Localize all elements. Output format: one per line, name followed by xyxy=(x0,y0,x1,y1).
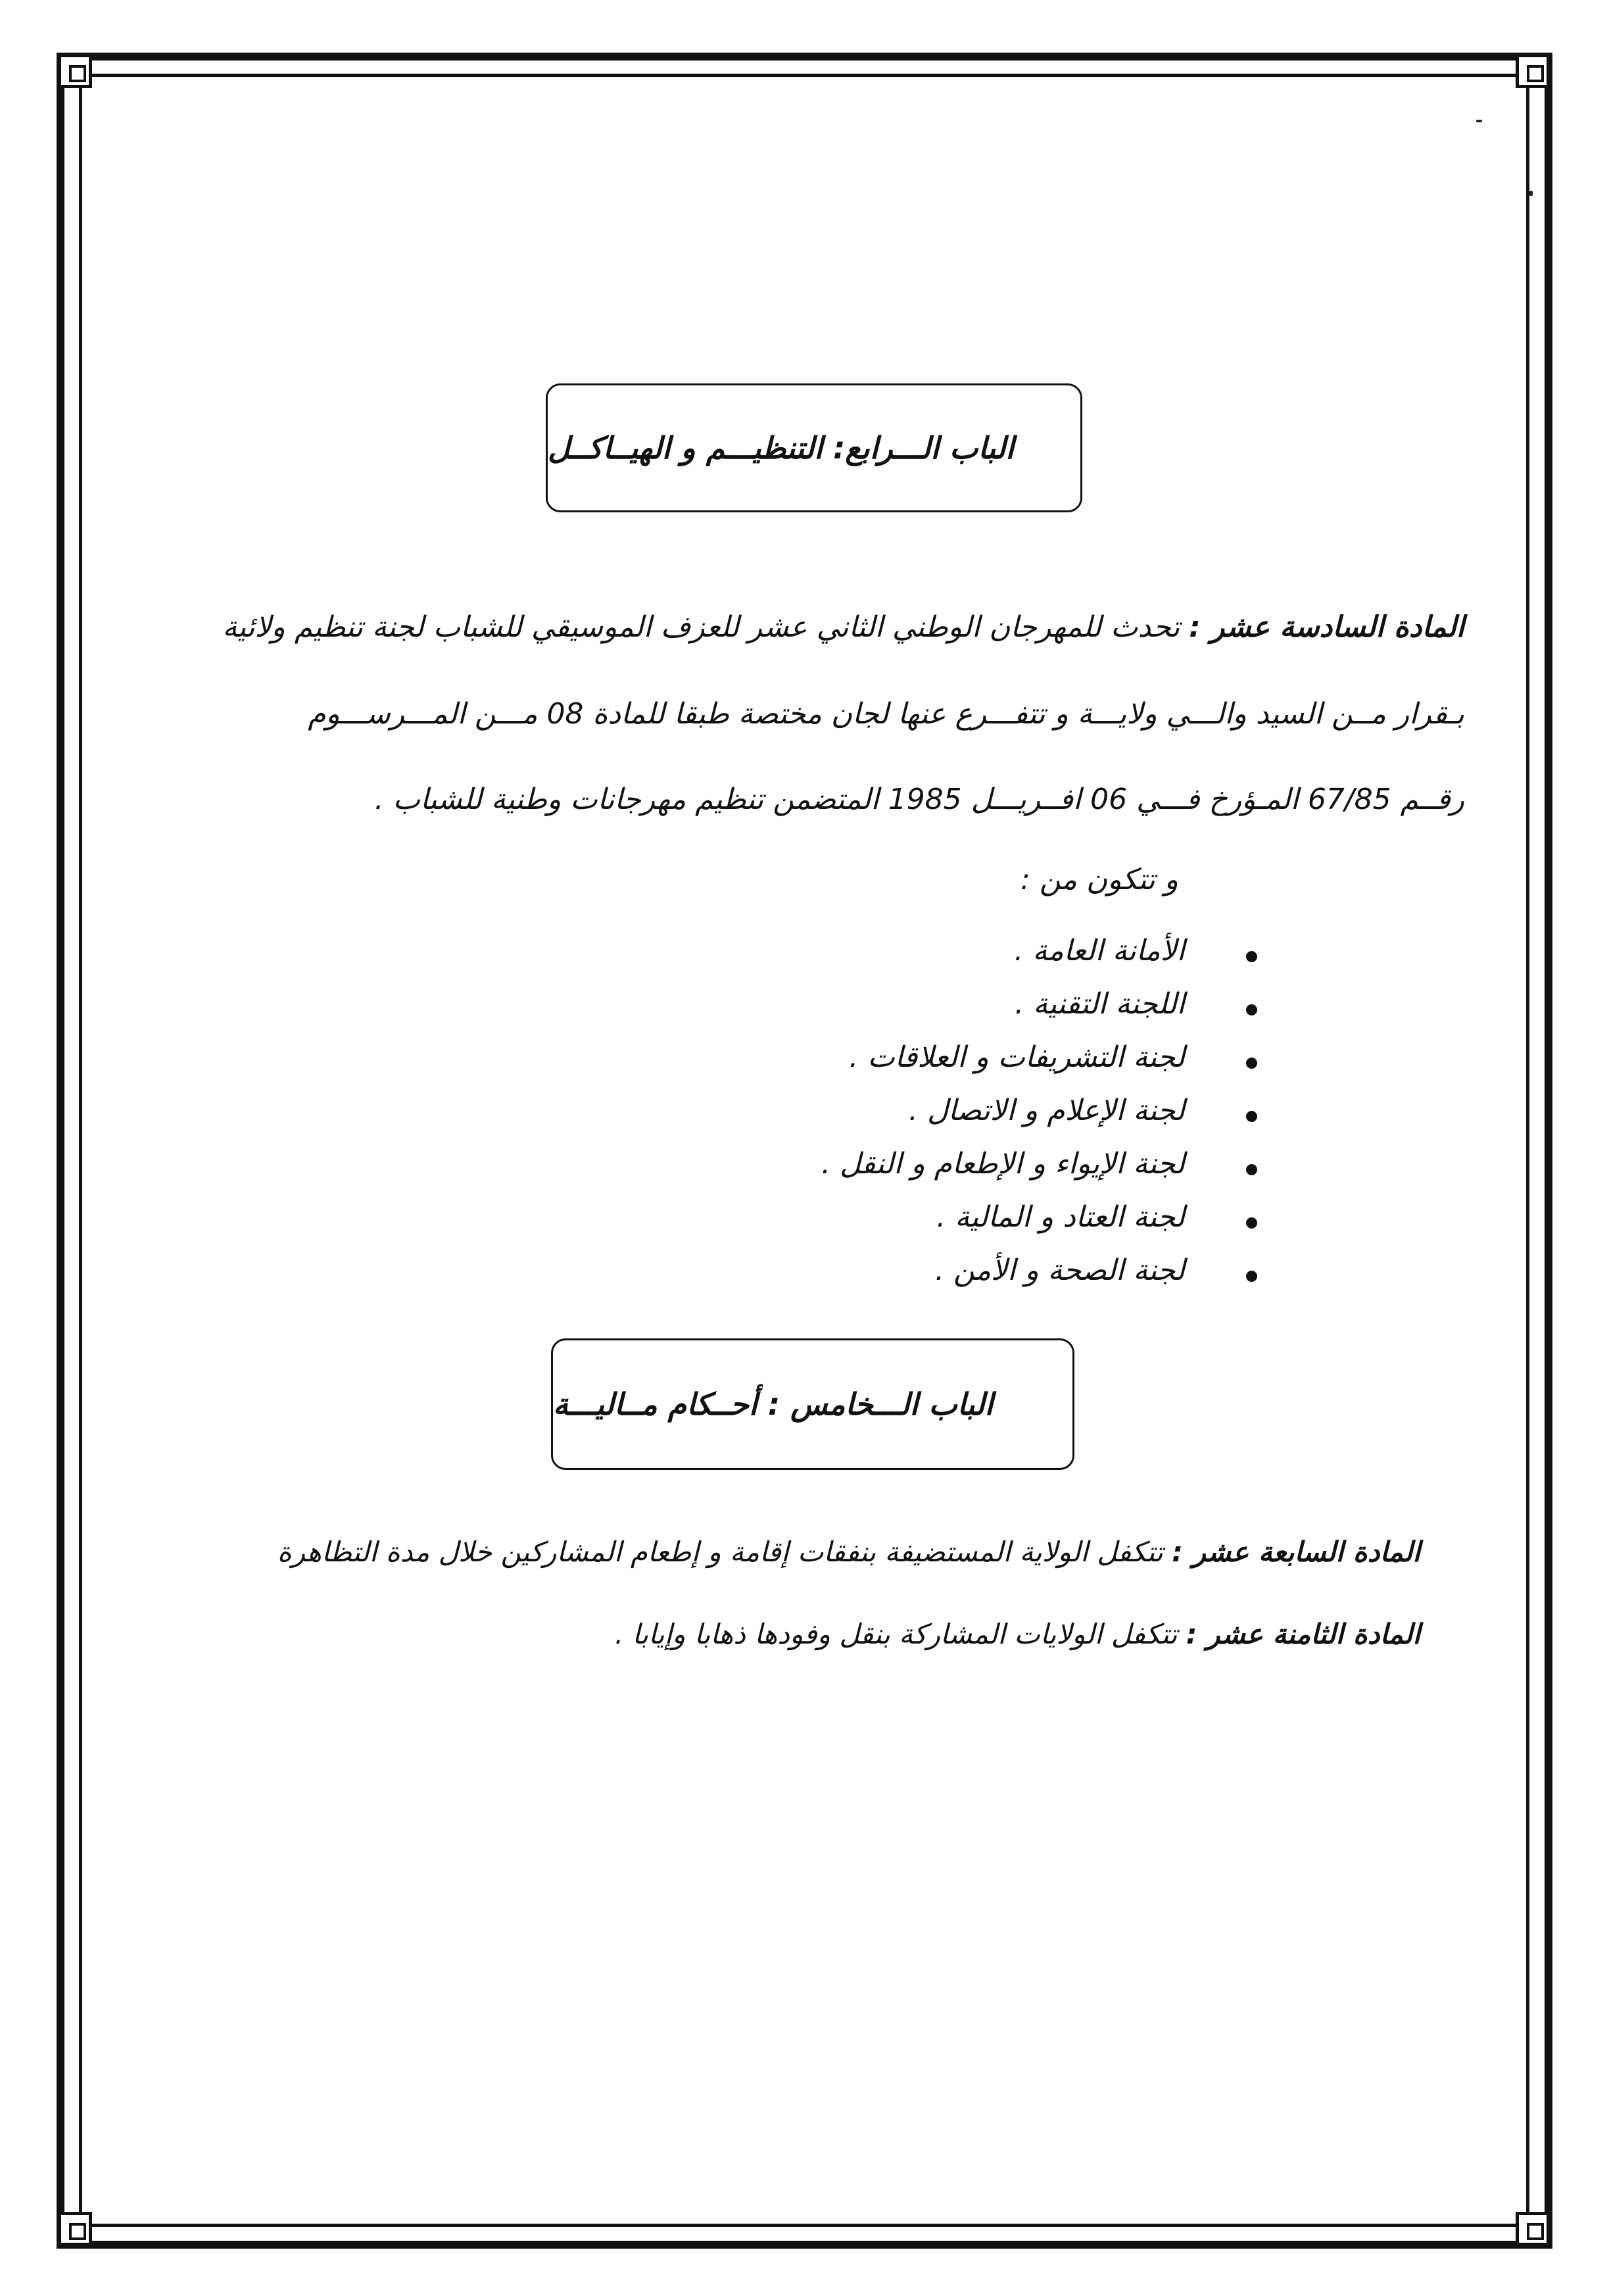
list-item: لجنة الإيواء و الإطعام و النقل . xyxy=(821,1147,1185,1200)
article-text: تتكفل الولاية المستضيفة بنفقات إقامة و إطعام المشاركين خلال مدة التظاهرة xyxy=(277,1536,1163,1568)
bullet-icon xyxy=(1246,1271,1257,1282)
bullet-icon xyxy=(1246,1217,1257,1229)
list-item: لجنة التشريفات و العلاقات . xyxy=(821,1040,1185,1094)
committees-list xyxy=(821,934,1185,1307)
bullet-icon xyxy=(1246,1164,1257,1175)
article-16-line-1 xyxy=(222,610,1464,644)
scan-speck xyxy=(1476,120,1482,122)
article-17 xyxy=(277,1536,1420,1568)
article-label: المادة السادسة عشر : xyxy=(1189,610,1464,644)
article-text: تتكفل الولايات المشاركة بنقل وفودها ذهابا وإيابا . xyxy=(614,1618,1178,1650)
list-item: لجنة الصحة و الأمن . xyxy=(821,1254,1185,1307)
chapter-heading-box xyxy=(546,383,1082,512)
list-item: اللجنة التقنية . xyxy=(821,987,1185,1040)
article-18 xyxy=(615,1618,1420,1650)
article-label: المادة الثامنة عشر : xyxy=(1186,1618,1420,1650)
article-16-line-4: و تتكون من : xyxy=(1021,863,1178,896)
bullet-icon xyxy=(1246,1111,1257,1122)
border-corner-ornament xyxy=(58,2212,92,2246)
list-item: الأمانة العامة . xyxy=(821,934,1185,987)
article-16-line-2: بـقرار مــن السيد والـــي ولايـــة و تتفـــرع عنها لجان مختصة طبقا للمادة 08 مـــن المـــرســـوم xyxy=(308,697,1464,731)
article-16-line-3: رقــم 67/85 المـؤرخ فـــي 06 افــريـــل 1985 المتضمن تنظيم مهرجانات وطنية للشباب . xyxy=(374,783,1464,816)
chapter-title: الباب الـــخامس : أحــكام مــاليـــة xyxy=(553,1386,994,1422)
border-corner-ornament xyxy=(1516,54,1550,88)
scan-speck xyxy=(1529,191,1533,196)
article-label: المادة السابعة عشر : xyxy=(1172,1536,1420,1568)
bullet-icon xyxy=(1246,1004,1257,1015)
bullet-icon xyxy=(1246,1058,1257,1069)
list-item: لجنة الإعلام و الاتصال . xyxy=(821,1094,1185,1147)
bullet-icon xyxy=(1246,951,1257,962)
chapter-title: الباب الـــرابع: التنظيـــم و الهيــاكــل xyxy=(548,430,1015,466)
border-corner-ornament xyxy=(1516,2212,1550,2246)
article-text: تحدث للمهرجان الوطني الثاني عشر للعزف الموسيقي للشباب لجنة تنظيم ولائية xyxy=(222,610,1180,644)
chapter-heading-box xyxy=(551,1338,1074,1470)
list-item: لجنة العتاد و المالية . xyxy=(821,1200,1185,1254)
border-corner-ornament xyxy=(58,54,92,88)
